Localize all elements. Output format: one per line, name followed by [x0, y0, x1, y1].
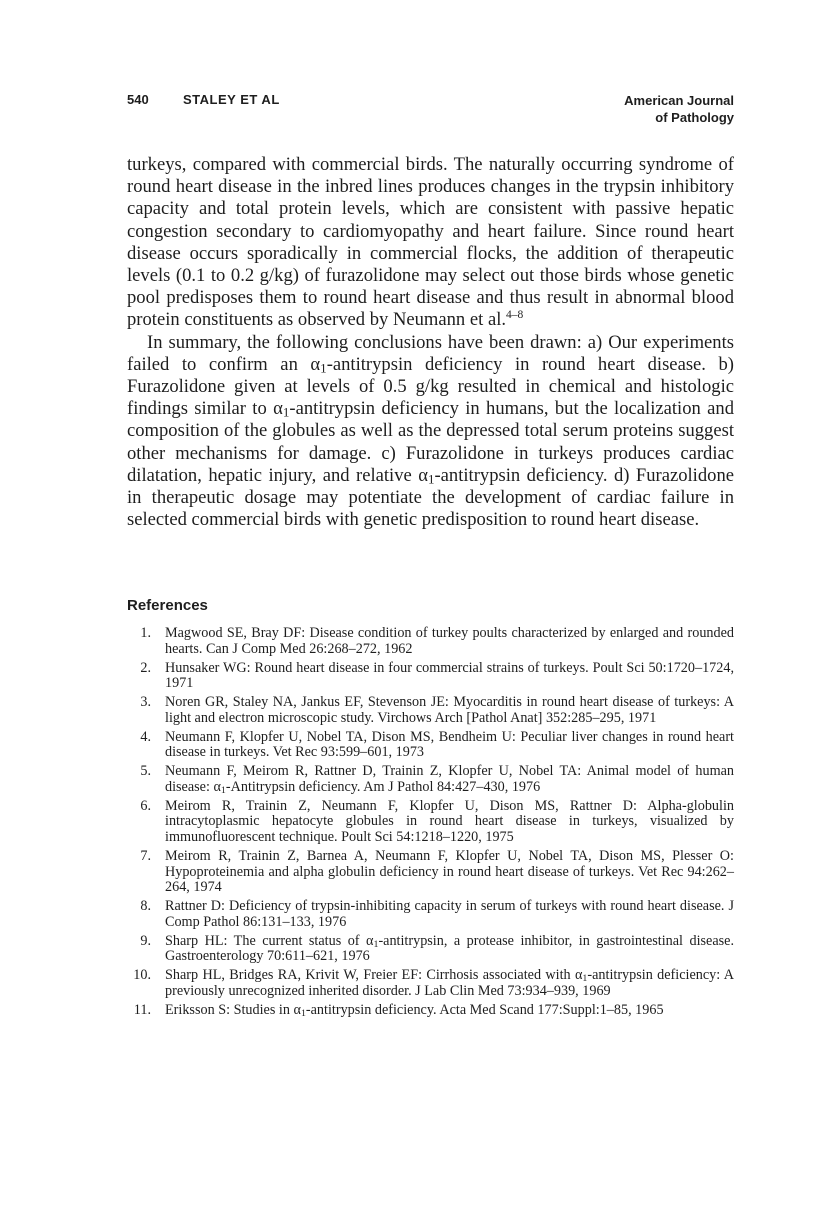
page-number: 540: [127, 92, 149, 107]
summary-text-d: -antitrypsin deficiency. d) Furazolidone in therapeutic dosage may potentiate the development of cardiac failure in selected commercial birds with genetic predisposition to round heart disease.: [127, 464, 734, 531]
alpha-subscript: 1: [220, 784, 226, 796]
journal-name-line1: American Journal: [624, 93, 734, 108]
reference-number: 5.: [140, 763, 151, 780]
reference-item: [127, 1003, 734, 1019]
reference-number: 2.: [140, 659, 151, 676]
alpha-subscript: 1: [582, 973, 588, 985]
alpha-subscript: 1: [300, 1007, 306, 1019]
alpha-subscript: 1: [320, 360, 327, 376]
reference-item: [127, 934, 734, 965]
journal-name-line2: of Pathology: [655, 110, 734, 125]
reference-item: [127, 661, 734, 692]
reference-item: [127, 764, 734, 795]
paragraph-summary: [127, 332, 734, 532]
reference-text: Noren GR, Staley NA, Jankus EF, Stevenson JE: Myocarditis in round heart disease of turkeys: A light and electron microscopic study. Virchows Arch [Pathol Anat] 352:285–295, 1971: [165, 694, 734, 726]
reference-number: 10.: [133, 967, 151, 984]
reference-number: 7.: [140, 848, 151, 865]
reference-text-a: Sharp HL: The current status of α: [165, 932, 374, 949]
alpha-subscript: 1: [427, 471, 435, 487]
paragraph-1: [127, 154, 734, 332]
running-header: [127, 92, 734, 128]
references-heading: References: [127, 597, 208, 614]
reference-item: [127, 899, 734, 930]
reference-number: 11.: [133, 1001, 151, 1018]
reference-text-b: -Antitrypsin deficiency. Am J Pathol 84:427–430, 1976: [225, 778, 541, 795]
reference-text-b: -antitrypsin, a protease inhibitor, in gastrointestinal disease. Gastroenterology 70:611–621, 1976: [165, 932, 734, 965]
reference-number: 8.: [140, 898, 151, 915]
reference-number: 9.: [140, 932, 151, 949]
reference-text-a: Neumann F, Meirom R, Rattner D, Trainin Z, Klopfer U, Nobel TA: Animal model of human disease: α: [165, 763, 734, 795]
running-authors: STALEY ET AL: [183, 92, 280, 107]
reference-number: 6.: [140, 797, 151, 814]
reference-text: Hunsaker WG: Round heart disease in four commercial strains of turkeys. Poult Sci 50:1720–1724, 1971: [165, 659, 734, 692]
reference-item: [127, 799, 734, 846]
reference-text: Meirom R, Trainin Z, Barnea A, Neumann F, Klopfer U, Nobel TA, Dison MS, Plesser O: Hypoproteinemia and alpha globulin deficiency in round heart disease of turkeys. Vet Rec 94:262–264, 1974: [165, 848, 734, 896]
journal-name: [624, 92, 734, 126]
reference-number: 3.: [140, 694, 151, 711]
reference-item: [127, 849, 734, 896]
reference-text-b: -antitrypsin deficiency. Acta Med Scand 177:Suppl:1–85, 1965: [305, 1001, 664, 1018]
alpha-subscript: 1: [373, 938, 379, 950]
references-list: [127, 626, 734, 1022]
reference-text-a: Eriksson S: Studies in α: [165, 1001, 301, 1018]
reference-text-a: Sharp HL, Bridges RA, Krivit W, Freier EF: Cirrhosis associated with α: [165, 967, 583, 984]
reference-text-b: -antitrypsin deficiency: A previously unrecognized inherited disorder. J Lab Clin Med 73:934–939, 1969: [165, 967, 734, 999]
reference-number: 4.: [140, 728, 151, 745]
reference-item: [127, 968, 734, 999]
citation-superscript: 4–8: [506, 309, 524, 322]
summary-text-a: In summary, the following conclusions have been drawn: a) Our experiments failed to confirm an α: [127, 331, 734, 375]
paragraph-1-text: turkeys, compared with commercial birds. The naturally occurring syndrome of round heart disease in the inbred lines produces changes in the trypsin inhibitory capacity and total protein levels, which are consistent with passive hepatic congestion secondary to cardiomyopathy and heart failure. Since round heart disease occurs sporadically in commercial flocks, the addition of therapeutic levels (0.1 to 0.2 g/kg) of furazolidone may select out those birds whose genetic pool predisposes them to round heart disease and thus result in abnormal blood protein constituents as observed by Neumann et al.: [127, 154, 734, 331]
reference-item: [127, 730, 734, 761]
reference-text: Magwood SE, Bray DF: Disease condition of turkey poults characterized by enlarged and rounded hearts. Can J Comp Med 26:268–272, 1962: [165, 625, 734, 657]
reference-item: [127, 626, 734, 657]
reference-text: Meirom R, Trainin Z, Neumann F, Klopfer U, Dison MS, Rattner D: Alpha-globulin intracytoplasmic hepatocyte globules in round heart disease in turkeys, visualized by immunofluorescent technique. Poult Sci 54:1218–1220, 1975: [165, 797, 734, 846]
body-text: [127, 154, 734, 531]
summary-text-b: -antitrypsin deficiency in round heart disease. b) Furazolidone given at levels of 0.5 g/kg resulted in chemical and histologic findings similar to α: [127, 353, 734, 420]
reference-item: [127, 695, 734, 726]
reference-text: Rattner D: Deficiency of trypsin-inhibiting capacity in serum of turkeys with round heart disease. J Comp Pathol 86:131–133, 1976: [165, 898, 734, 930]
alpha-subscript: 1: [282, 404, 290, 420]
summary-text-c: -antitrypsin deficiency in humans, but the localization and composition of the globules as well as the depressed total serum proteins suggest other mechanisms for damage. c) Furazolidone in turkeys produces cardiac dilatation, hepatic injury, and relative α: [127, 398, 734, 486]
reference-text: Neumann F, Klopfer U, Nobel TA, Dison MS, Bendheim U: Peculiar liver changes in round heart disease in turkeys. Vet Rec 93:599–601, 1973: [165, 728, 734, 761]
reference-number: 1.: [140, 625, 151, 641]
